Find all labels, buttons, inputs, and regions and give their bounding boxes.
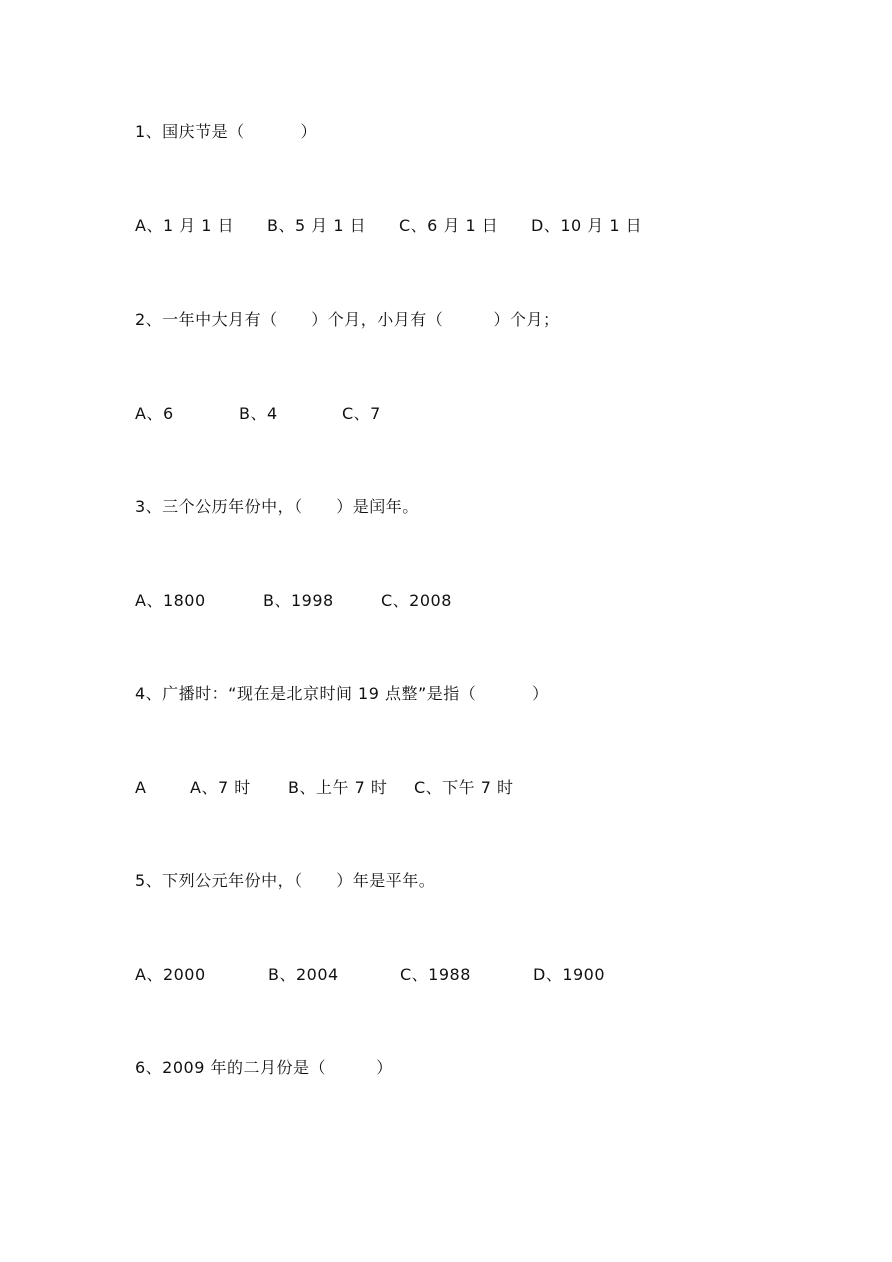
option-c: C、6 月 1 日 — [399, 216, 499, 235]
option-d: D、1900 — [533, 965, 606, 984]
option-a: A、6 — [135, 404, 174, 423]
question-3-options — [135, 591, 452, 611]
question-1-options — [135, 216, 643, 236]
question-5-options — [135, 965, 606, 985]
option-c: C、7 — [342, 404, 381, 423]
option-b: B、5 月 1 日 — [267, 216, 367, 235]
question-5: 5、下列公元年份中，（ ）年是平年。 — [135, 871, 436, 890]
option-b: B、2004 — [268, 965, 339, 984]
option-a: A、1800 — [135, 591, 206, 610]
option-b: B、上午 7 时 — [288, 778, 388, 797]
option-b: B、1998 — [263, 591, 334, 610]
option-label-a: A — [135, 778, 147, 797]
question-3: 3、三个公历年份中，（ ）是闰年。 — [135, 497, 419, 516]
question-6: 6、2009 年的二月份是（ ） — [135, 1058, 393, 1077]
question-4: 4、广播时：“现在是北京时间 19 点整”是指（ ） — [135, 684, 549, 703]
option-c: C、下午 7 时 — [414, 778, 514, 797]
question-4-options — [135, 778, 514, 798]
question-2: 2、一年中大月有（ ）个月，小月有（ ）个月； — [135, 310, 560, 329]
option-c: C、1988 — [400, 965, 471, 984]
option-a: A、7 时 — [190, 778, 251, 797]
option-a: A、2000 — [135, 965, 206, 984]
option-b: B、4 — [239, 404, 278, 423]
option-a: A、1 月 1 日 — [135, 216, 235, 235]
question-2-options — [135, 404, 381, 424]
option-c: C、2008 — [381, 591, 452, 610]
option-d: D、10 月 1 日 — [531, 216, 643, 235]
question-1: 1、国庆节是（ ） — [135, 122, 318, 141]
